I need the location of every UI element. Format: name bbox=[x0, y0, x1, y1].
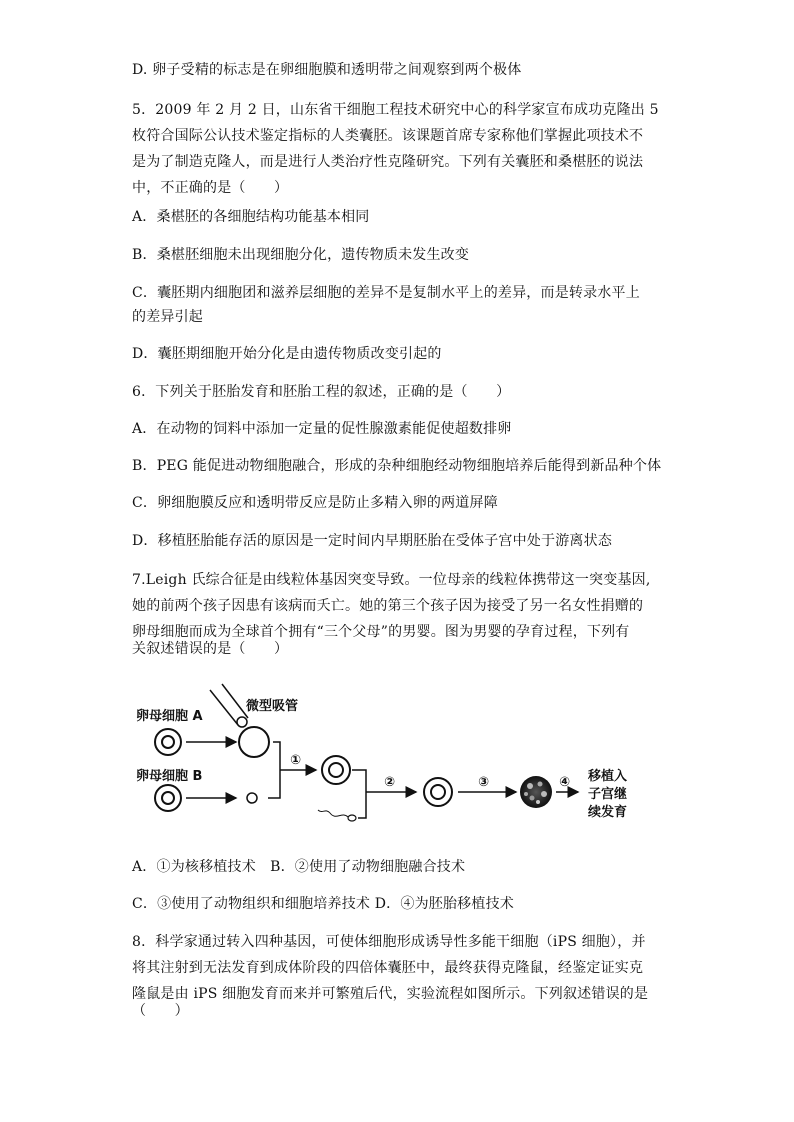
q7-options-cd: C．③使用了动物组织和细胞培养技术 D．④为胚胎移植技术 bbox=[132, 896, 514, 912]
q5-option-a: A．桑椹胚的各细胞结构功能基本相同 bbox=[132, 209, 370, 225]
q7-options-ab: A．①为核移植技术 B．②使用了动物细胞融合技术 bbox=[132, 859, 466, 875]
q7-stem-line-3: 卵母细胞而成为全球首个拥有“三个父母”的男婴。图为男婴的孕育过程，下列有 bbox=[132, 624, 630, 640]
reconstructed-egg bbox=[322, 756, 350, 784]
transfer-label-line-2: 子宫继 bbox=[588, 787, 628, 802]
egg-b-cell bbox=[155, 785, 181, 811]
transfer-label-line-1: 移植入 bbox=[588, 769, 628, 784]
step-4-label: ④ bbox=[559, 775, 571, 790]
bracket-1 bbox=[268, 742, 280, 798]
sperm-icon bbox=[318, 810, 356, 821]
q5-option-c-line-1: C．囊胚期内细胞团和滋养层细胞的差异不是复制水平上的差异，而是转录水平上 bbox=[132, 285, 640, 301]
q7-figure-three-parent-baby bbox=[128, 680, 668, 830]
label-micropipette: 微型吸管 bbox=[246, 699, 299, 714]
q7-stem-line-1: 7.Leigh 氏综合征是由线粒体基因突变导致。一位母亲的线粒体携带这一突变基因, bbox=[132, 572, 651, 588]
q4-option-d: D. 卵子受精的标志是在卵细胞膜和透明带之间观察到两个极体 bbox=[132, 62, 522, 78]
q5-stem-line-2: 枚符合国际公认技术鉴定指标的人类囊胚。该课题首席专家称他们掌握此项技术不 bbox=[132, 128, 644, 144]
q8-stem-line-3: 隆鼠是由 iPS 细胞发育而来并可繁殖后代，实验流程如图所示。下列叙述错误的是 bbox=[132, 986, 649, 1002]
step-3-label: ③ bbox=[478, 775, 490, 790]
micropipette-icon bbox=[210, 684, 248, 727]
q5-stem-line-1: 5．2009 年 2 月 2 日，山东省干细胞工程技术研究中心的科学家宣布成功克隆出 5 bbox=[132, 102, 659, 118]
q5-option-d: D．囊胚期细胞开始分化是由遗传物质改变引起的 bbox=[132, 346, 442, 362]
q6-option-c: C．卵细胞膜反应和透明带反应是防止多精入卵的两道屏障 bbox=[132, 495, 498, 511]
q6-option-b: B．PEG 能促进动物细胞融合，形成的杂种细胞经动物细胞培养后能得到新品种个体 bbox=[132, 458, 662, 474]
q6-option-d: D．移植胚胎能存活的原因是一定时间内早期胚胎在受体子宫中处于游离状态 bbox=[132, 533, 613, 549]
q7-stem-line-2: 她的前两个孩子因患有该病而夭亡。她的第三个孩子因为接受了另一名女性捐赠的 bbox=[132, 598, 644, 614]
label-egg-a: 卵母细胞 A bbox=[136, 709, 203, 724]
q6-stem: 6．下列关于胚胎发育和胚胎工程的叙述，正确的是（ ） bbox=[132, 384, 511, 400]
q8-stem-line-1: 8．科学家通过转入四种基因，可使体细胞形成诱导性多能干细胞（iPS 细胞），并 bbox=[132, 934, 646, 950]
q6-option-a: A．在动物的饲料中添加一定量的促性腺激素能促使超数排卵 bbox=[132, 421, 512, 437]
nucleus-b bbox=[247, 793, 257, 803]
q5-stem-line-4: 中，不正确的是（ ） bbox=[132, 180, 289, 196]
q8-stem-line-4: （ ） bbox=[132, 1003, 189, 1019]
zygote bbox=[424, 778, 452, 806]
bracket-2 bbox=[352, 770, 366, 818]
enucleating-cell bbox=[239, 727, 269, 757]
q7-figure-diagram bbox=[128, 680, 668, 830]
transfer-label-line-3: 续发育 bbox=[588, 805, 628, 820]
q5-option-c-line-2: 的差异引起 bbox=[132, 309, 203, 325]
q5-stem-line-3: 是为了制造克隆人，而是进行人类治疗性克隆研究。下列有关囊胚和桑椹胚的说法 bbox=[132, 154, 644, 170]
egg-a-cell bbox=[155, 729, 181, 755]
q7-stem-line-4: 关叙述错误的是（ ） bbox=[132, 641, 289, 657]
step-1-label: ① bbox=[290, 753, 302, 768]
early-embryo bbox=[520, 776, 552, 808]
q5-option-b: B．桑椹胚细胞未出现细胞分化，遗传物质未发生改变 bbox=[132, 247, 470, 263]
step-2-label: ② bbox=[384, 775, 396, 790]
q8-stem-line-2: 将其注射到无法发育到成体阶段的四倍体囊胚中，最终获得克隆鼠，经鉴定证实克 bbox=[132, 960, 644, 976]
label-egg-b: 卵母细胞 B bbox=[136, 769, 203, 784]
